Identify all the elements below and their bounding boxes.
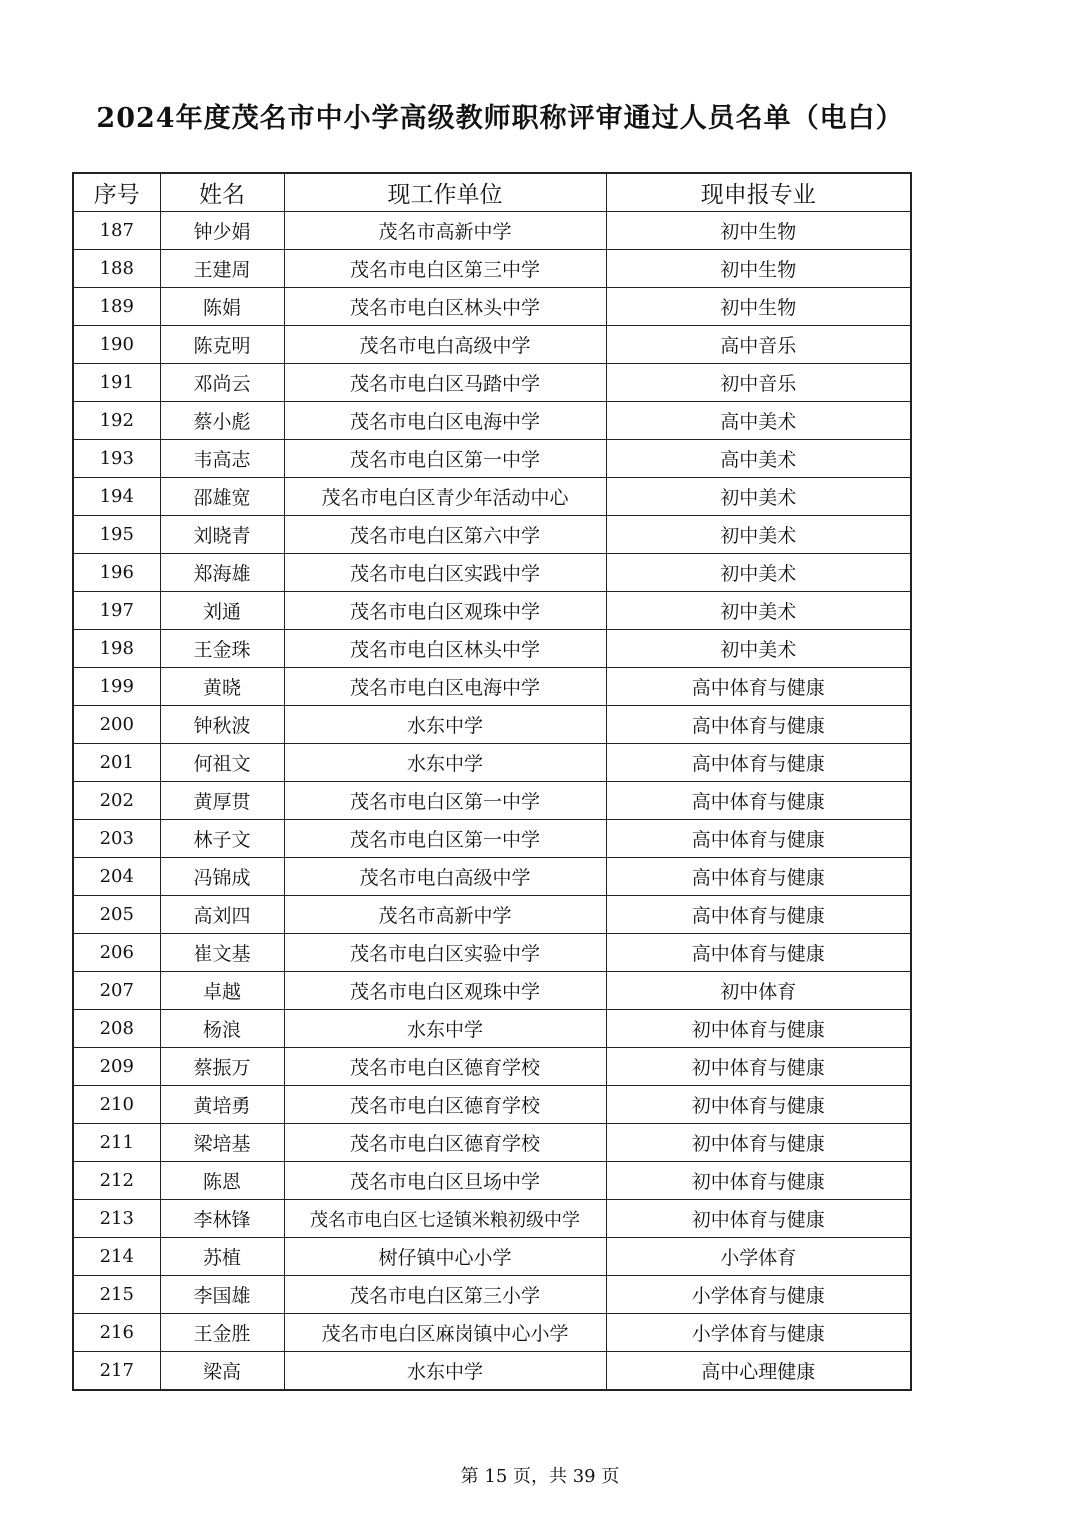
cell-index: 196: [73, 554, 160, 592]
table-row: [73, 1162, 911, 1200]
cell-specialty: 初中体育与健康: [606, 1048, 911, 1086]
cell-name: 梁高: [160, 1352, 284, 1391]
cell-specialty: 初中生物: [606, 212, 911, 250]
cell-workplace: 茂名市电白区林头中学: [284, 630, 606, 668]
table-row: [73, 1200, 911, 1238]
cell-index: 204: [73, 858, 160, 896]
cell-name: 李林锋: [160, 1200, 284, 1238]
cell-specialty: 初中美术: [606, 516, 911, 554]
cell-name: 王金珠: [160, 630, 284, 668]
cell-specialty: 高中体育与健康: [606, 858, 911, 896]
cell-workplace: 茂名市电白区青少年活动中心: [284, 478, 606, 516]
roster-table: [72, 172, 912, 1391]
cell-index: 216: [73, 1314, 160, 1352]
document-title: 2024年度茂名市中小学高级教师职称评审通过人员名单（电白）: [96, 103, 904, 134]
cell-specialty: 高中体育与健康: [606, 934, 911, 972]
cell-workplace: 茂名市电白区旦场中学: [284, 1162, 606, 1200]
cell-index: 202: [73, 782, 160, 820]
cell-index: 207: [73, 972, 160, 1010]
table-row: [73, 364, 911, 402]
column-header-workplace: 现工作单位: [284, 173, 606, 212]
cell-workplace: 茂名市电白区电海中学: [284, 402, 606, 440]
table-row: [73, 1086, 911, 1124]
cell-name: 林子文: [160, 820, 284, 858]
cell-workplace: 茂名市电白区实验中学: [284, 934, 606, 972]
cell-specialty: 初中体育: [606, 972, 911, 1010]
cell-index: 205: [73, 896, 160, 934]
table-row: [73, 896, 911, 934]
cell-specialty: 初中美术: [606, 554, 911, 592]
cell-name: 梁培基: [160, 1124, 284, 1162]
cell-specialty: 高中心理健康: [606, 1352, 911, 1391]
cell-workplace: 茂名市电白区第三中学: [284, 250, 606, 288]
cell-name: 钟少娟: [160, 212, 284, 250]
cell-specialty: 初中音乐: [606, 364, 911, 402]
cell-index: 206: [73, 934, 160, 972]
table-row: [73, 288, 911, 326]
cell-name: 黄晓: [160, 668, 284, 706]
table-row: [73, 592, 911, 630]
cell-name: 黄厚贯: [160, 782, 284, 820]
cell-workplace: 水东中学: [284, 1352, 606, 1391]
cell-name: 陈娟: [160, 288, 284, 326]
cell-workplace: 茂名市电白区实践中学: [284, 554, 606, 592]
cell-workplace: 水东中学: [284, 706, 606, 744]
cell-specialty: 高中体育与健康: [606, 820, 911, 858]
cell-name: 崔文基: [160, 934, 284, 972]
cell-index: 209: [73, 1048, 160, 1086]
cell-name: 高刘四: [160, 896, 284, 934]
cell-specialty: 小学体育与健康: [606, 1276, 911, 1314]
cell-index: 197: [73, 592, 160, 630]
cell-name: 陈克明: [160, 326, 284, 364]
cell-workplace: 茂名市电白区观珠中学: [284, 592, 606, 630]
cell-specialty: 高中体育与健康: [606, 782, 911, 820]
cell-index: 217: [73, 1352, 160, 1391]
cell-specialty: 高中体育与健康: [606, 706, 911, 744]
cell-specialty: 小学体育与健康: [606, 1314, 911, 1352]
cell-specialty: 高中体育与健康: [606, 744, 911, 782]
column-header-name: 姓名: [160, 173, 284, 212]
cell-name: 卓越: [160, 972, 284, 1010]
cell-index: 187: [73, 212, 160, 250]
table-row: [73, 972, 911, 1010]
cell-index: 212: [73, 1162, 160, 1200]
table-row: [73, 1048, 911, 1086]
table-row: [73, 820, 911, 858]
cell-workplace: 茂名市电白区德育学校: [284, 1048, 606, 1086]
cell-index: 200: [73, 706, 160, 744]
cell-workplace: 茂名市电白区马踏中学: [284, 364, 606, 402]
cell-index: 198: [73, 630, 160, 668]
cell-workplace: 茂名市电白区第三小学: [284, 1276, 606, 1314]
cell-specialty: 高中体育与健康: [606, 896, 911, 934]
cell-workplace: 水东中学: [284, 1010, 606, 1048]
cell-name: 杨浪: [160, 1010, 284, 1048]
cell-name: 陈恩: [160, 1162, 284, 1200]
table-row: [73, 706, 911, 744]
table-row: [73, 858, 911, 896]
table-row: [73, 668, 911, 706]
cell-name: 刘通: [160, 592, 284, 630]
cell-workplace: 茂名市电白区第一中学: [284, 782, 606, 820]
cell-workplace: 茂名市电白高级中学: [284, 326, 606, 364]
cell-name: 何祖文: [160, 744, 284, 782]
cell-specialty: 初中美术: [606, 630, 911, 668]
cell-index: 211: [73, 1124, 160, 1162]
cell-index: 192: [73, 402, 160, 440]
cell-name: 王建周: [160, 250, 284, 288]
cell-index: 210: [73, 1086, 160, 1124]
cell-specialty: 初中体育与健康: [606, 1162, 911, 1200]
cell-workplace: 茂名市电白区第一中学: [284, 440, 606, 478]
table-row: [73, 326, 911, 364]
cell-workplace: 茂名市电白区第六中学: [284, 516, 606, 554]
cell-workplace: 茂名市电白区电海中学: [284, 668, 606, 706]
table-row: [73, 212, 911, 250]
cell-name: 蔡小彪: [160, 402, 284, 440]
cell-index: 201: [73, 744, 160, 782]
table-row: [73, 782, 911, 820]
cell-specialty: 初中生物: [606, 288, 911, 326]
cell-workplace: 茂名市电白高级中学: [284, 858, 606, 896]
cell-workplace: 水东中学: [284, 744, 606, 782]
table-row: [73, 1124, 911, 1162]
cell-index: 189: [73, 288, 160, 326]
cell-index: 190: [73, 326, 160, 364]
cell-workplace: 茂名市电白区七迳镇米粮初级中学: [284, 1200, 606, 1238]
cell-index: 195: [73, 516, 160, 554]
cell-workplace: 茂名市高新中学: [284, 896, 606, 934]
cell-workplace: 茂名市电白区第一中学: [284, 820, 606, 858]
cell-index: 214: [73, 1238, 160, 1276]
cell-workplace: 茂名市电白区德育学校: [284, 1124, 606, 1162]
cell-workplace: 茂名市电白区观珠中学: [284, 972, 606, 1010]
table-row: [73, 478, 911, 516]
cell-specialty: 高中体育与健康: [606, 668, 911, 706]
cell-name: 冯锦成: [160, 858, 284, 896]
table-row: [73, 630, 911, 668]
table-row: [73, 1010, 911, 1048]
page-footer: 第 15 页，共 39 页: [460, 1466, 620, 1487]
column-header-specialty: 现申报专业: [606, 173, 911, 212]
table-body: [73, 212, 911, 1391]
cell-specialty: 初中美术: [606, 592, 911, 630]
cell-name: 邓尚云: [160, 364, 284, 402]
cell-workplace: 茂名市高新中学: [284, 212, 606, 250]
cell-index: 191: [73, 364, 160, 402]
cell-name: 刘晓青: [160, 516, 284, 554]
cell-specialty: 初中美术: [606, 478, 911, 516]
table-row: [73, 554, 911, 592]
table-row: [73, 250, 911, 288]
cell-name: 郑海雄: [160, 554, 284, 592]
cell-specialty: 初中体育与健康: [606, 1086, 911, 1124]
cell-name: 王金胜: [160, 1314, 284, 1352]
cell-index: 188: [73, 250, 160, 288]
table-row: [73, 934, 911, 972]
cell-workplace: 树仔镇中心小学: [284, 1238, 606, 1276]
table-row: [73, 402, 911, 440]
cell-specialty: 初中体育与健康: [606, 1010, 911, 1048]
cell-name: 钟秋波: [160, 706, 284, 744]
cell-name: 蔡振万: [160, 1048, 284, 1086]
cell-index: 193: [73, 440, 160, 478]
table-row: [73, 744, 911, 782]
cell-specialty: 初中体育与健康: [606, 1200, 911, 1238]
table-row: [73, 1352, 911, 1391]
cell-index: 199: [73, 668, 160, 706]
cell-index: 203: [73, 820, 160, 858]
cell-workplace: 茂名市电白区麻岗镇中心小学: [284, 1314, 606, 1352]
table-row: [73, 1238, 911, 1276]
table-row: [73, 1276, 911, 1314]
cell-index: 215: [73, 1276, 160, 1314]
cell-specialty: 小学体育: [606, 1238, 911, 1276]
cell-specialty: 初中生物: [606, 250, 911, 288]
cell-name: 黄培勇: [160, 1086, 284, 1124]
table-row: [73, 440, 911, 478]
cell-index: 208: [73, 1010, 160, 1048]
cell-workplace: 茂名市电白区德育学校: [284, 1086, 606, 1124]
cell-workplace: 茂名市电白区林头中学: [284, 288, 606, 326]
table-row: [73, 1314, 911, 1352]
cell-index: 194: [73, 478, 160, 516]
cell-index: 213: [73, 1200, 160, 1238]
header-row: [73, 173, 911, 212]
cell-specialty: 高中美术: [606, 440, 911, 478]
table-row: [73, 516, 911, 554]
cell-name: 邵雄宽: [160, 478, 284, 516]
table-header: [73, 173, 911, 212]
cell-name: 韦高志: [160, 440, 284, 478]
column-header-index: 序号: [73, 173, 160, 212]
cell-specialty: 初中体育与健康: [606, 1124, 911, 1162]
cell-specialty: 高中美术: [606, 402, 911, 440]
cell-specialty: 高中音乐: [606, 326, 911, 364]
cell-name: 苏植: [160, 1238, 284, 1276]
cell-name: 李国雄: [160, 1276, 284, 1314]
